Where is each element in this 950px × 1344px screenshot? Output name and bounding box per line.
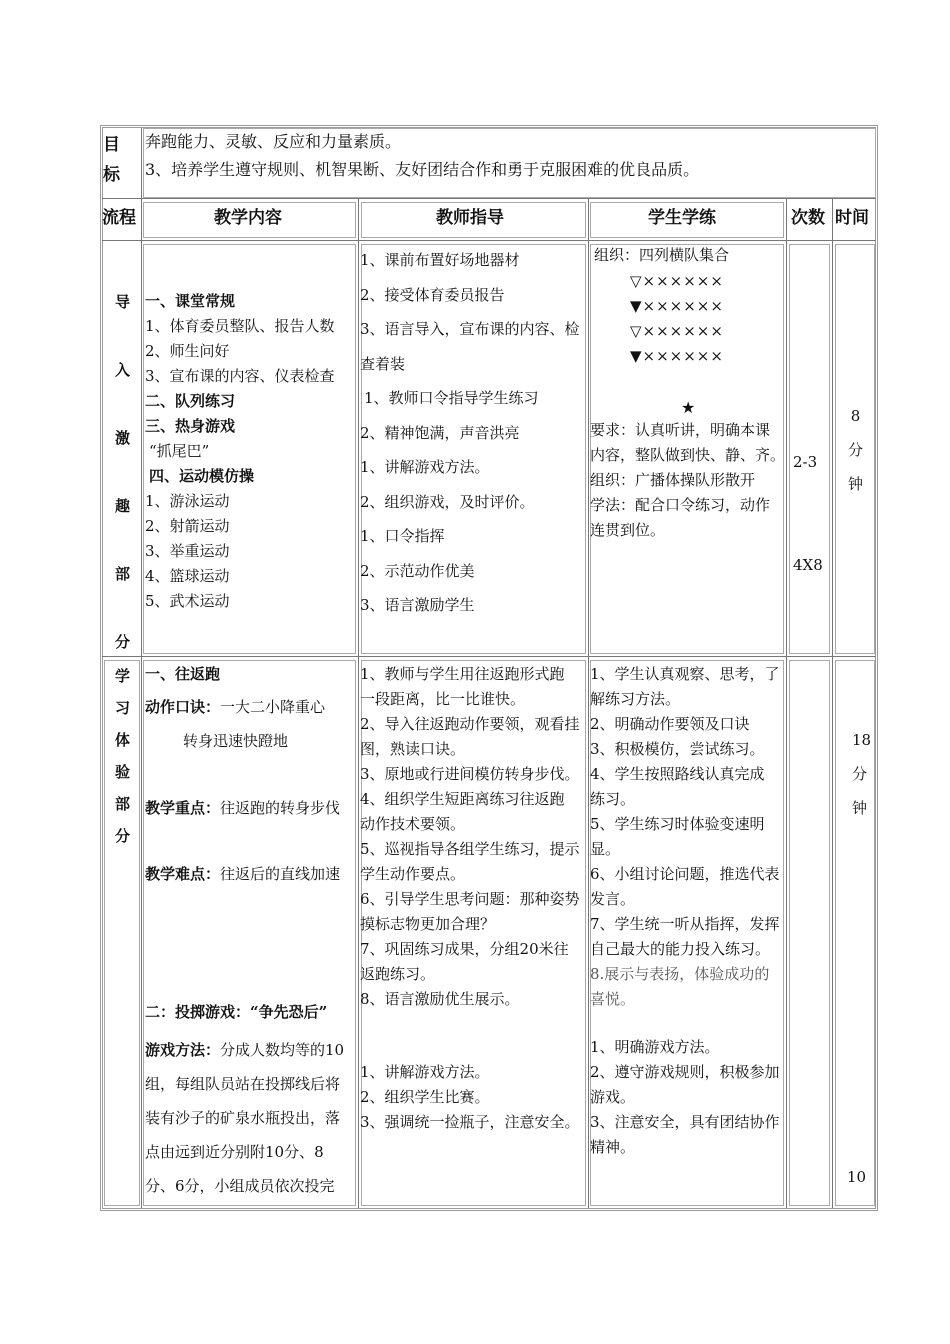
row-divider — [102, 198, 876, 199]
count-value: 4X8 — [793, 556, 823, 574]
intro-student-org: 组织：四列横队集合 — [594, 246, 730, 264]
goal-label: 目 标 — [103, 135, 120, 185]
intro-teacher: 1、课前布置好场地器材 2、接受体育委员报告 3、语言导入，宣布课的内容、检 查着装 1、教师口令指导学生练习 2、精神饱满，声音洪亮 1、讲解游戏方法。 2、组织游戏，及时评价。 1、口令指挥 2、示范动作优美 3、语言激励学生 — [360, 251, 580, 614]
count-cell — [789, 660, 830, 1206]
difficulty: 教学难点：往返后的直线加速 — [145, 865, 341, 883]
intro-student-text: 要求：认真听讲，明确本课 内容，整队做到快、静、齐。 组织：广播体操队形散开 学法：配合口令练习，动作 连贯到位。 — [590, 421, 786, 539]
practice-title-1: 一、往返跑 — [145, 665, 221, 683]
practice-teacher: 1、教师与学生用往返跑形式跑 一段距离，比一比谁快。 2、导入往返跑动作要领，观看挂 图，熟读口诀。 3、原地或行进间模仿转身步伐。 4、组织学生短距离练习往返跑 动作技术要领。 5、巡视指导各组学生练习，提示 学生动作要点。 6、引导学生思考问题：那种姿势 摸标志物更加合理？ 7、巩固练习成果，分组20米往 返跑练习。 8、语言激励优生展示。 — [360, 665, 580, 1008]
flow-practice: 学 习 体 验 部 分 — [115, 667, 131, 845]
count-value: 2-3 — [793, 453, 818, 471]
flow-intro: 导 入 激 趣 部 分 — [115, 293, 131, 651]
col-divider — [358, 198, 359, 1208]
header-student: 学生学练 — [648, 208, 716, 228]
teacher-star-icon: ★ — [681, 398, 696, 417]
row-divider — [102, 240, 876, 241]
col-divider — [588, 198, 589, 1208]
header-count: 次数 — [791, 208, 825, 228]
formation-diagram: ▽×××××× ▼×××××× ▽×××××× ▼×××××× — [630, 272, 724, 365]
row-divider — [102, 656, 876, 657]
col-divider — [832, 198, 833, 1208]
header-flow: 流程 — [102, 208, 136, 228]
header-content: 教学内容 — [214, 208, 282, 228]
col-divider — [786, 198, 787, 1208]
practice-title-2: 二：投掷游戏：“争先恐后” — [145, 1003, 328, 1021]
game-method: 游戏方法：分成人数均等的10 组，每组队员站在投掷线后将 装有沙子的矿泉水瓶投出，落 点由远到近分别附10分、8 分、6分，小组成员依次投完 — [145, 1041, 345, 1195]
intro-content: 一、课堂常规 1、体育委员整队、报告人数 2、师生问好 3、宣布课的内容、仪表检查 二、队列练习 三、热身游戏 “抓尾巴” 四、运动模仿操 1、游泳运动 2、射箭运动 3、举重运动 4、篮球运动 5、武术运动 — [145, 292, 335, 610]
slogan: 动作口诀：一大二小降重心 — [145, 698, 326, 716]
count-cell — [789, 244, 830, 654]
key-point: 教学重点：往返跑的转身步伐 — [145, 799, 341, 817]
col-divider — [141, 128, 142, 1208]
intro-time: 8 分 钟 — [848, 407, 864, 493]
practice-student: 1、学生认真观察、思考，了 解练习方法。 2、明确动作要领及口诀 3、积极模仿，尝试练习。 4、学生按照路线认真完成 练习。 5、学生练习时体验变速明 显。 6、小组讨论问题，推选代表 发言。 7、学生统一听从指挥，发挥 自己最大的能力投入练习。 8.展示与表扬，体验成功的 喜悦。 — [590, 665, 780, 1008]
game-teacher: 1、讲解游戏方法。 2、组织学生比赛。 3、强调统一捡瓶子，注意安全。 — [360, 1063, 580, 1131]
header-teacher: 教师指导 — [436, 208, 504, 228]
slogan-2: 转身迅速快蹬地 — [183, 732, 289, 750]
header-time: 时间 — [835, 208, 869, 228]
goal-text: 奔跑能力、灵敏、反应和力量素质。 3、培养学生遵守规则、机智果断、友好团结合作和勇于克服困难的优良品质。 — [145, 132, 700, 179]
practice-time: 18 分 钟 — [852, 731, 872, 817]
game-student: 1、明确游戏方法。 2、遵守游戏规则，积极参加 游戏。 3、注意安全，具有团结协作 精神。 — [590, 1038, 780, 1156]
game-time: 10 — [847, 1168, 867, 1186]
